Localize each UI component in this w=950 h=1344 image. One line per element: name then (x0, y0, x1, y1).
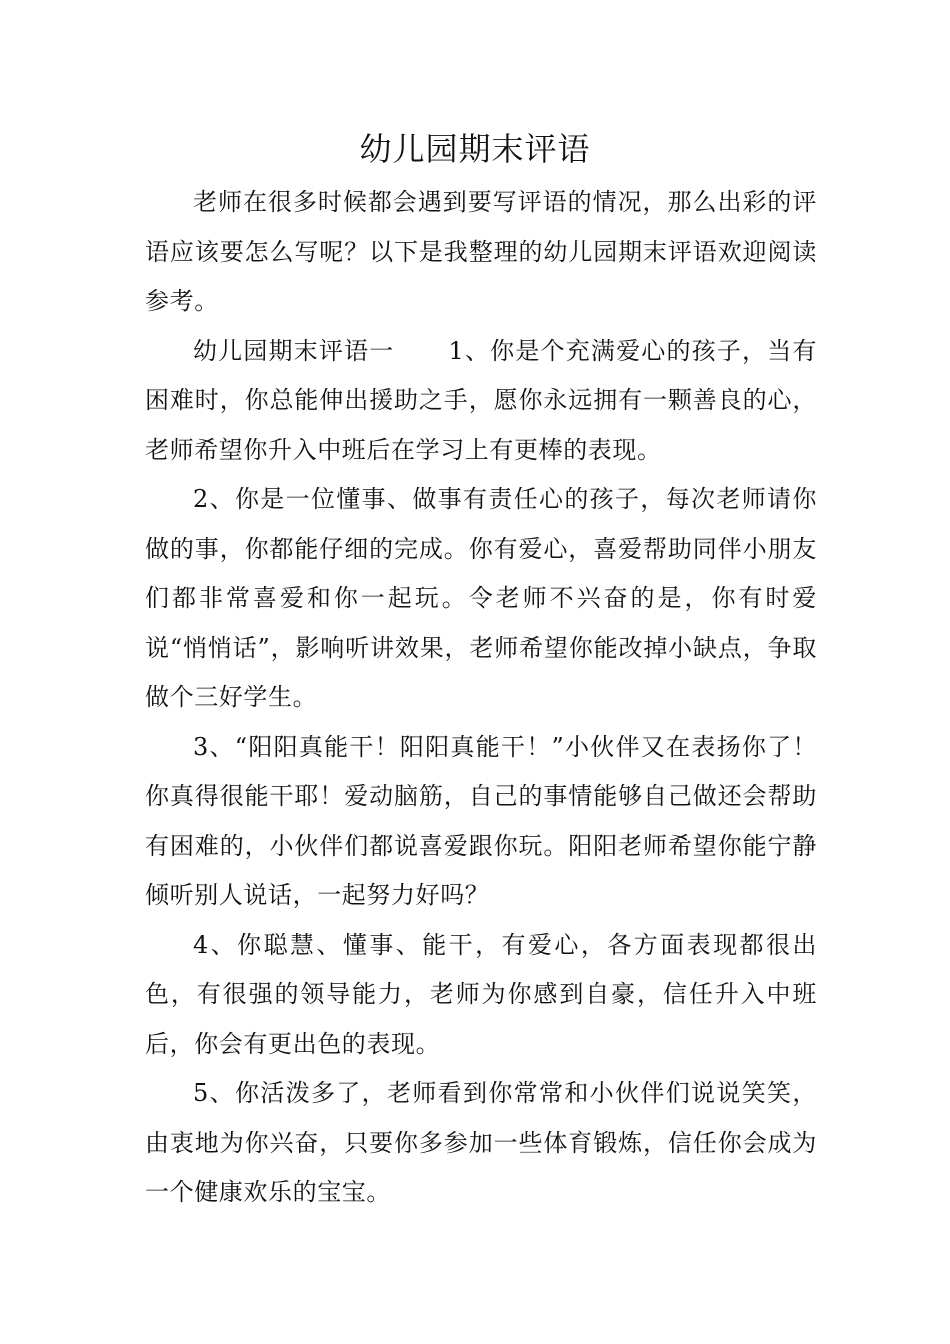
document-body (145, 178, 817, 1218)
comment-item-5: 5、你活泼多了，老师看到你常常和小伙伴们说说笑笑，由衷地为你兴奋，只要你多参加一些体育锻炼，信任你会成为一个健康欢乐的宝宝。 (145, 1079, 817, 1206)
document-title: 幼儿园期末评语 (359, 130, 591, 168)
comment-item-3: 3、“阳阳真能干！阳阳真能干！”小伙伴又在表扬你了！你真得很能干耶！爱动脑筋，自己的事情能够自己做还会帮助有困难的，小伙伴们都说喜爱跟你玩。阳阳老师希望你能宁静倾听别人说话，一起努力好吗？ (145, 732, 817, 909)
section-heading: 幼儿园期末评语一 (193, 336, 395, 365)
intro-paragraph: 老师在很多时候都会遇到要写评语的情况，那么出彩的评语应该要怎么写呢？以下是我整理的幼儿园期末评语欢迎阅读参考。 (145, 188, 817, 315)
section-one-paragraph (145, 327, 817, 476)
comment-item-2: 2、你是一位懂事、做事有责任心的孩子，每次老师请你做的事，你都能仔细的完成。你有爱心，喜爱帮助同伴小朋友们都非常喜爱和你一起玩。令老师不兴奋的是，你有时爱说“悄悄话”，影响听讲效果，老师希望你能改掉小缺点，争取做个三好学生。 (145, 485, 817, 711)
comment-item-4: 4、你聪慧、懂事、能干，有爱心，各方面表现都很出色，有很强的领导能力，老师为你感到自豪，信任升入中班后，你会有更出色的表现。 (145, 930, 817, 1058)
comment-item-1: 1、你是个充满爱心的孩子，当有困难时，你总能伸出援助之手，愿你永远拥有一颗善良的心，老师希望你升入中班后在学习上有更棒的表现。 (145, 336, 817, 464)
